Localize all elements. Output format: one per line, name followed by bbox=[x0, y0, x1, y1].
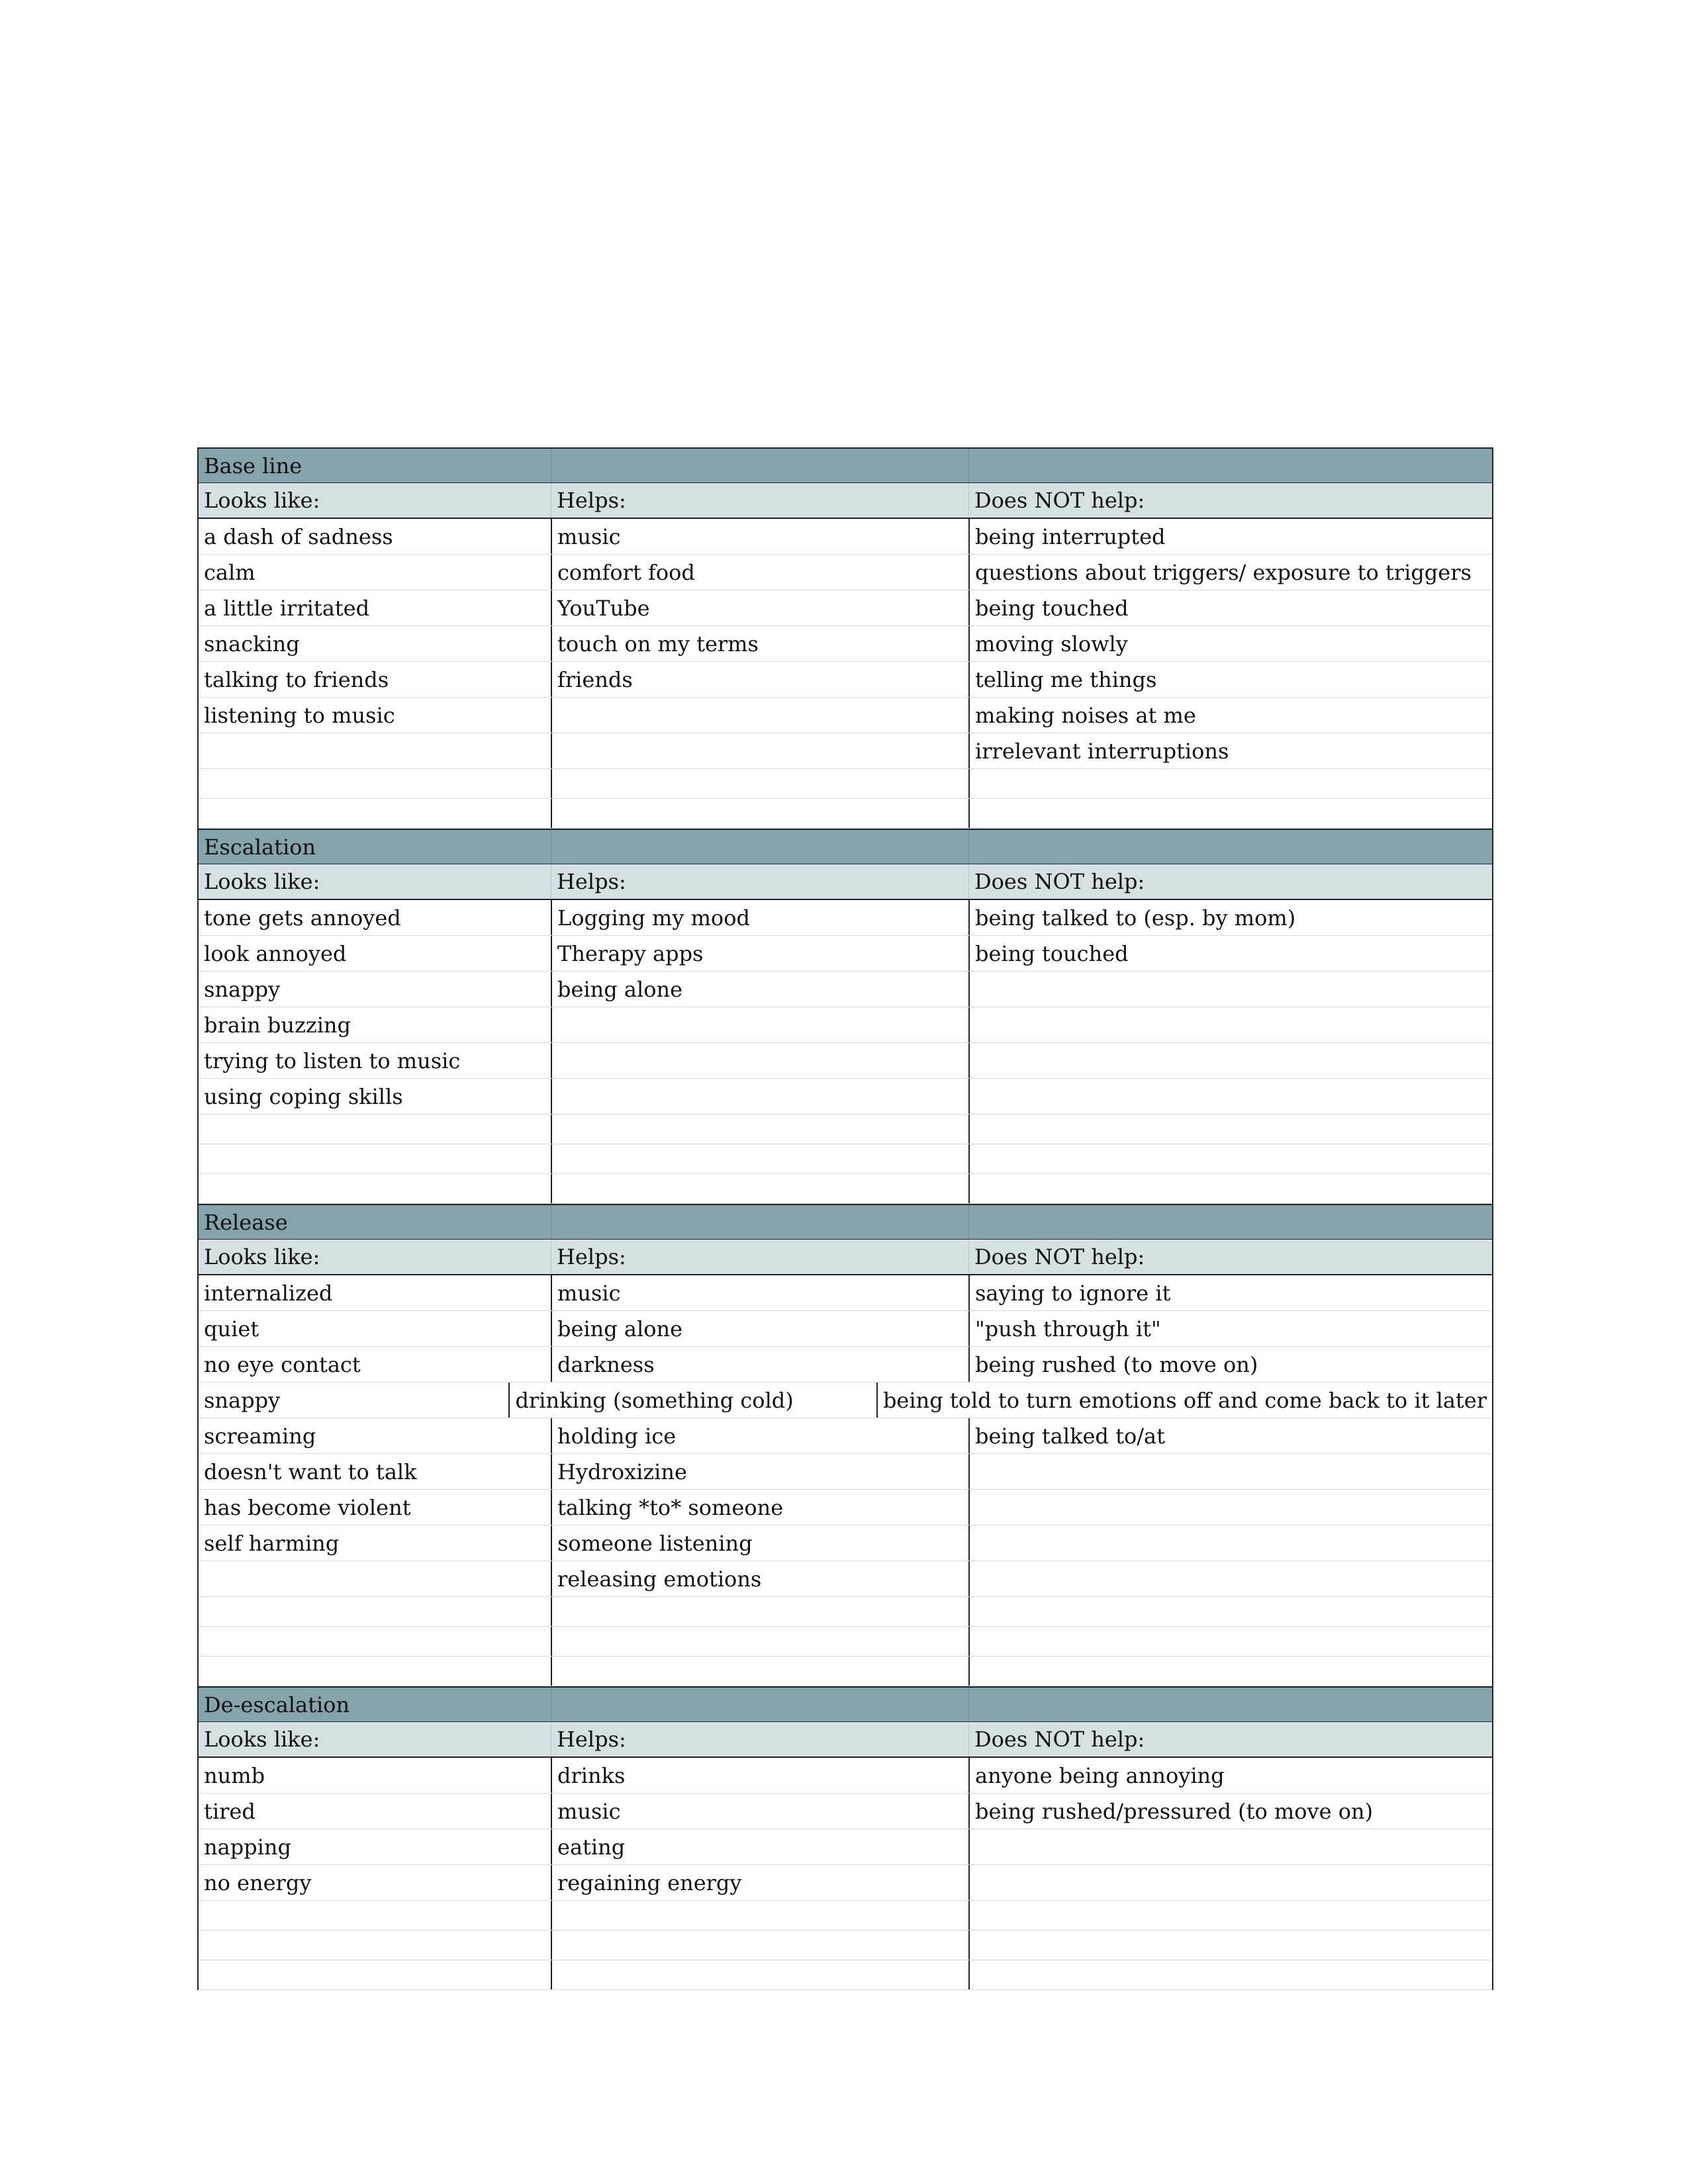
column-header-looks-like: Looks like: bbox=[204, 1244, 320, 1269]
column-header-row-base-line bbox=[199, 483, 1492, 519]
table-row bbox=[199, 1829, 1492, 1865]
does-not-help-cell bbox=[968, 1007, 1492, 1042]
does-not-help-cell: irrelevant interruptions bbox=[968, 733, 1492, 768]
column-header-does-not-help: Does NOT help: bbox=[968, 1240, 1492, 1274]
helps-cell: darkness bbox=[551, 1347, 968, 1382]
empty-cell bbox=[551, 1901, 968, 1930]
section-title-blank bbox=[968, 830, 1492, 864]
empty-cell bbox=[551, 1597, 968, 1626]
table-row bbox=[199, 1454, 1492, 1490]
helps-cell: music bbox=[551, 1275, 968, 1310]
helps-cell bbox=[551, 733, 968, 768]
table-row bbox=[199, 1347, 1492, 1383]
column-header-helps: Helps: bbox=[551, 1722, 968, 1756]
empty-row bbox=[199, 1597, 1492, 1627]
empty-cell bbox=[199, 799, 551, 828]
looks-like-cell: self harming bbox=[204, 1530, 340, 1556]
empty-cell bbox=[968, 799, 1492, 828]
empty-row bbox=[199, 799, 1492, 829]
empty-cell bbox=[551, 1115, 968, 1144]
section-title-blank bbox=[968, 1205, 1492, 1239]
table-row bbox=[199, 1043, 1492, 1079]
section-title-blank bbox=[551, 449, 968, 482]
does-not-help-cell bbox=[968, 1829, 1492, 1864]
empty-row bbox=[199, 1901, 1492, 1931]
looks-like-cell: brain buzzing bbox=[204, 1012, 352, 1038]
helps-cell: Logging my mood bbox=[551, 900, 968, 935]
empty-cell bbox=[199, 1627, 551, 1656]
does-not-help-cell: making noises at me bbox=[968, 698, 1492, 733]
column-header-helps: Helps: bbox=[551, 864, 968, 899]
helps-cell: someone listening bbox=[551, 1525, 968, 1561]
empty-cell bbox=[199, 1931, 551, 1960]
table-row bbox=[199, 1079, 1492, 1115]
column-header-does-not-help: Does NOT help: bbox=[968, 483, 1492, 518]
helps-cell: being alone bbox=[551, 1311, 968, 1346]
empty-row bbox=[199, 1174, 1492, 1204]
does-not-help-cell bbox=[968, 1079, 1492, 1114]
looks-like-cell: snappy bbox=[204, 1387, 281, 1413]
does-not-help-cell: anyone being annoying bbox=[968, 1758, 1492, 1793]
empty-row bbox=[199, 1144, 1492, 1174]
helps-cell: releasing emotions bbox=[551, 1561, 968, 1596]
section-title-blank bbox=[551, 830, 968, 864]
table-row bbox=[199, 662, 1492, 698]
does-not-help-cell: questions about triggers/ exposure to triggers bbox=[968, 555, 1492, 590]
helps-cell: music bbox=[551, 519, 968, 554]
empty-row bbox=[199, 1931, 1492, 1960]
table-row bbox=[199, 555, 1492, 590]
column-header-does-not-help: Does NOT help: bbox=[968, 864, 1492, 899]
section-title: Release bbox=[204, 1209, 288, 1235]
section-title-blank bbox=[968, 449, 1492, 482]
column-header-looks-like: Looks like: bbox=[204, 488, 320, 513]
looks-like-cell: quiet bbox=[204, 1316, 259, 1342]
does-not-help-cell: being rushed (to move on) bbox=[968, 1347, 1492, 1382]
empty-cell bbox=[551, 1960, 968, 1989]
does-not-help-cell: being talked to (esp. by mom) bbox=[968, 900, 1492, 935]
looks-like-cell: tone gets annoyed bbox=[204, 905, 401, 931]
empty-cell bbox=[551, 769, 968, 798]
column-header-does-not-help: Does NOT help: bbox=[968, 1722, 1492, 1756]
empty-cell bbox=[551, 799, 968, 828]
empty-cell bbox=[968, 1597, 1492, 1626]
empty-cell bbox=[968, 1657, 1492, 1686]
column-header-looks-like: Looks like: bbox=[204, 1727, 320, 1752]
table-row bbox=[199, 733, 1492, 769]
looks-like-cell: a dash of sadness bbox=[204, 523, 393, 549]
empty-cell bbox=[199, 769, 551, 798]
looks-like-cell: trying to listen to music bbox=[204, 1048, 461, 1073]
empty-cell bbox=[199, 1115, 551, 1144]
looks-like-cell: listening to music bbox=[204, 702, 395, 728]
looks-like-cell: screaming bbox=[204, 1423, 316, 1449]
helps-cell: friends bbox=[551, 662, 968, 697]
table-row bbox=[199, 1490, 1492, 1525]
looks-like-cell: numb bbox=[204, 1762, 265, 1788]
section-title-row-base-line bbox=[199, 447, 1492, 483]
looks-like-cell: doesn't want to talk bbox=[204, 1459, 417, 1484]
empty-cell bbox=[968, 1901, 1492, 1930]
helps-cell: music bbox=[551, 1794, 968, 1829]
does-not-help-cell: being told to turn emotions off and come back to it later bbox=[876, 1383, 1492, 1418]
helps-cell bbox=[551, 1007, 968, 1042]
empty-row bbox=[199, 1627, 1492, 1657]
does-not-help-cell: saying to ignore it bbox=[968, 1275, 1492, 1310]
looks-like-cell: snacking bbox=[204, 631, 300, 657]
looks-like-cell bbox=[199, 733, 551, 768]
looks-like-cell: no energy bbox=[204, 1870, 312, 1895]
does-not-help-cell bbox=[968, 1865, 1492, 1900]
empty-cell bbox=[968, 1931, 1492, 1960]
helps-cell bbox=[551, 1043, 968, 1078]
empty-cell bbox=[199, 1901, 551, 1930]
helps-cell: eating bbox=[551, 1829, 968, 1864]
looks-like-cell: calm bbox=[204, 559, 256, 585]
section-title-row-release bbox=[199, 1204, 1492, 1240]
helps-cell bbox=[551, 1079, 968, 1114]
looks-like-cell: has become violent bbox=[204, 1494, 411, 1520]
empty-cell bbox=[199, 1960, 551, 1989]
section-title: Base line bbox=[204, 453, 303, 478]
table-row bbox=[199, 1383, 1492, 1418]
table-row bbox=[199, 626, 1492, 662]
section-title: Escalation bbox=[204, 834, 316, 860]
does-not-help-cell: being talked to/at bbox=[968, 1418, 1492, 1453]
table-row bbox=[199, 1561, 1492, 1597]
helps-cell: Therapy apps bbox=[551, 936, 968, 971]
does-not-help-cell: telling me things bbox=[968, 662, 1492, 697]
helps-cell: talking *to* someone bbox=[551, 1490, 968, 1525]
section-title-row-de-escalation bbox=[199, 1686, 1492, 1722]
empty-cell bbox=[199, 1174, 551, 1203]
looks-like-cell: a little irritated bbox=[204, 595, 370, 621]
empty-cell bbox=[968, 1627, 1492, 1656]
section-title-blank bbox=[968, 1688, 1492, 1721]
table-row bbox=[199, 1275, 1492, 1311]
helps-cell bbox=[551, 698, 968, 733]
column-header-helps: Helps: bbox=[551, 483, 968, 518]
column-header-row-de-escalation bbox=[199, 1722, 1492, 1758]
section-title-blank bbox=[551, 1688, 968, 1721]
table-row bbox=[199, 1794, 1492, 1829]
does-not-help-cell: being interrupted bbox=[968, 519, 1492, 554]
table-row bbox=[199, 1758, 1492, 1794]
empty-row bbox=[199, 1960, 1492, 1990]
empty-cell bbox=[199, 1144, 551, 1173]
table-row bbox=[199, 698, 1492, 733]
looks-like-cell: using coping skills bbox=[204, 1083, 403, 1109]
does-not-help-cell bbox=[968, 1454, 1492, 1489]
does-not-help-cell: "push through it" bbox=[968, 1311, 1492, 1346]
table-row bbox=[199, 972, 1492, 1007]
helps-cell: drinks bbox=[551, 1758, 968, 1793]
column-header-row-escalation bbox=[199, 864, 1492, 900]
looks-like-cell: tired bbox=[204, 1798, 256, 1824]
table-row bbox=[199, 1525, 1492, 1561]
table-row bbox=[199, 1418, 1492, 1454]
column-header-looks-like: Looks like: bbox=[204, 869, 320, 894]
looks-like-cell: talking to friends bbox=[204, 666, 389, 692]
empty-cell bbox=[968, 1174, 1492, 1203]
trigger-plan-table bbox=[197, 447, 1493, 1990]
looks-like-cell bbox=[199, 1561, 551, 1596]
looks-like-cell: look annoyed bbox=[204, 940, 347, 966]
column-header-helps: Helps: bbox=[551, 1240, 968, 1274]
helps-cell: regaining energy bbox=[551, 1865, 968, 1900]
helps-cell: drinking (something cold) bbox=[508, 1383, 876, 1418]
looks-like-cell: internalized bbox=[204, 1280, 333, 1306]
table-row bbox=[199, 1865, 1492, 1901]
helps-cell: Hydroxizine bbox=[551, 1454, 968, 1489]
empty-cell bbox=[551, 1657, 968, 1686]
empty-cell bbox=[199, 1657, 551, 1686]
empty-cell bbox=[551, 1931, 968, 1960]
does-not-help-cell bbox=[968, 1043, 1492, 1078]
table-row bbox=[199, 1311, 1492, 1347]
does-not-help-cell bbox=[968, 972, 1492, 1007]
does-not-help-cell bbox=[968, 1490, 1492, 1525]
helps-cell: being alone bbox=[551, 972, 968, 1007]
empty-cell bbox=[968, 1115, 1492, 1144]
table-row bbox=[199, 519, 1492, 555]
empty-row bbox=[199, 1657, 1492, 1686]
empty-cell bbox=[968, 1144, 1492, 1173]
section-title-blank bbox=[551, 1205, 968, 1239]
table-row bbox=[199, 936, 1492, 972]
empty-cell bbox=[968, 1960, 1492, 1989]
empty-cell bbox=[199, 1597, 551, 1626]
helps-cell: holding ice bbox=[551, 1418, 968, 1453]
looks-like-cell: napping bbox=[204, 1834, 291, 1860]
empty-row bbox=[199, 769, 1492, 799]
empty-cell bbox=[551, 1174, 968, 1203]
helps-cell: touch on my terms bbox=[551, 626, 968, 661]
does-not-help-cell: being rushed/pressured (to move on) bbox=[968, 1794, 1492, 1829]
empty-cell bbox=[551, 1144, 968, 1173]
looks-like-cell: no eye contact bbox=[204, 1351, 361, 1377]
section-title-row-escalation bbox=[199, 829, 1492, 864]
section-title: De-escalation bbox=[204, 1692, 350, 1717]
empty-row bbox=[199, 1115, 1492, 1144]
looks-like-cell: snappy bbox=[204, 976, 281, 1002]
does-not-help-cell: being touched bbox=[968, 590, 1492, 625]
column-header-row-release bbox=[199, 1240, 1492, 1275]
helps-cell: comfort food bbox=[551, 555, 968, 590]
table-row bbox=[199, 900, 1492, 936]
does-not-help-cell bbox=[968, 1561, 1492, 1596]
table-row bbox=[199, 1007, 1492, 1043]
does-not-help-cell: moving slowly bbox=[968, 626, 1492, 661]
empty-cell bbox=[968, 769, 1492, 798]
helps-cell: YouTube bbox=[551, 590, 968, 625]
does-not-help-cell: being touched bbox=[968, 936, 1492, 971]
does-not-help-cell bbox=[968, 1525, 1492, 1561]
table-row bbox=[199, 590, 1492, 626]
empty-cell bbox=[551, 1627, 968, 1656]
